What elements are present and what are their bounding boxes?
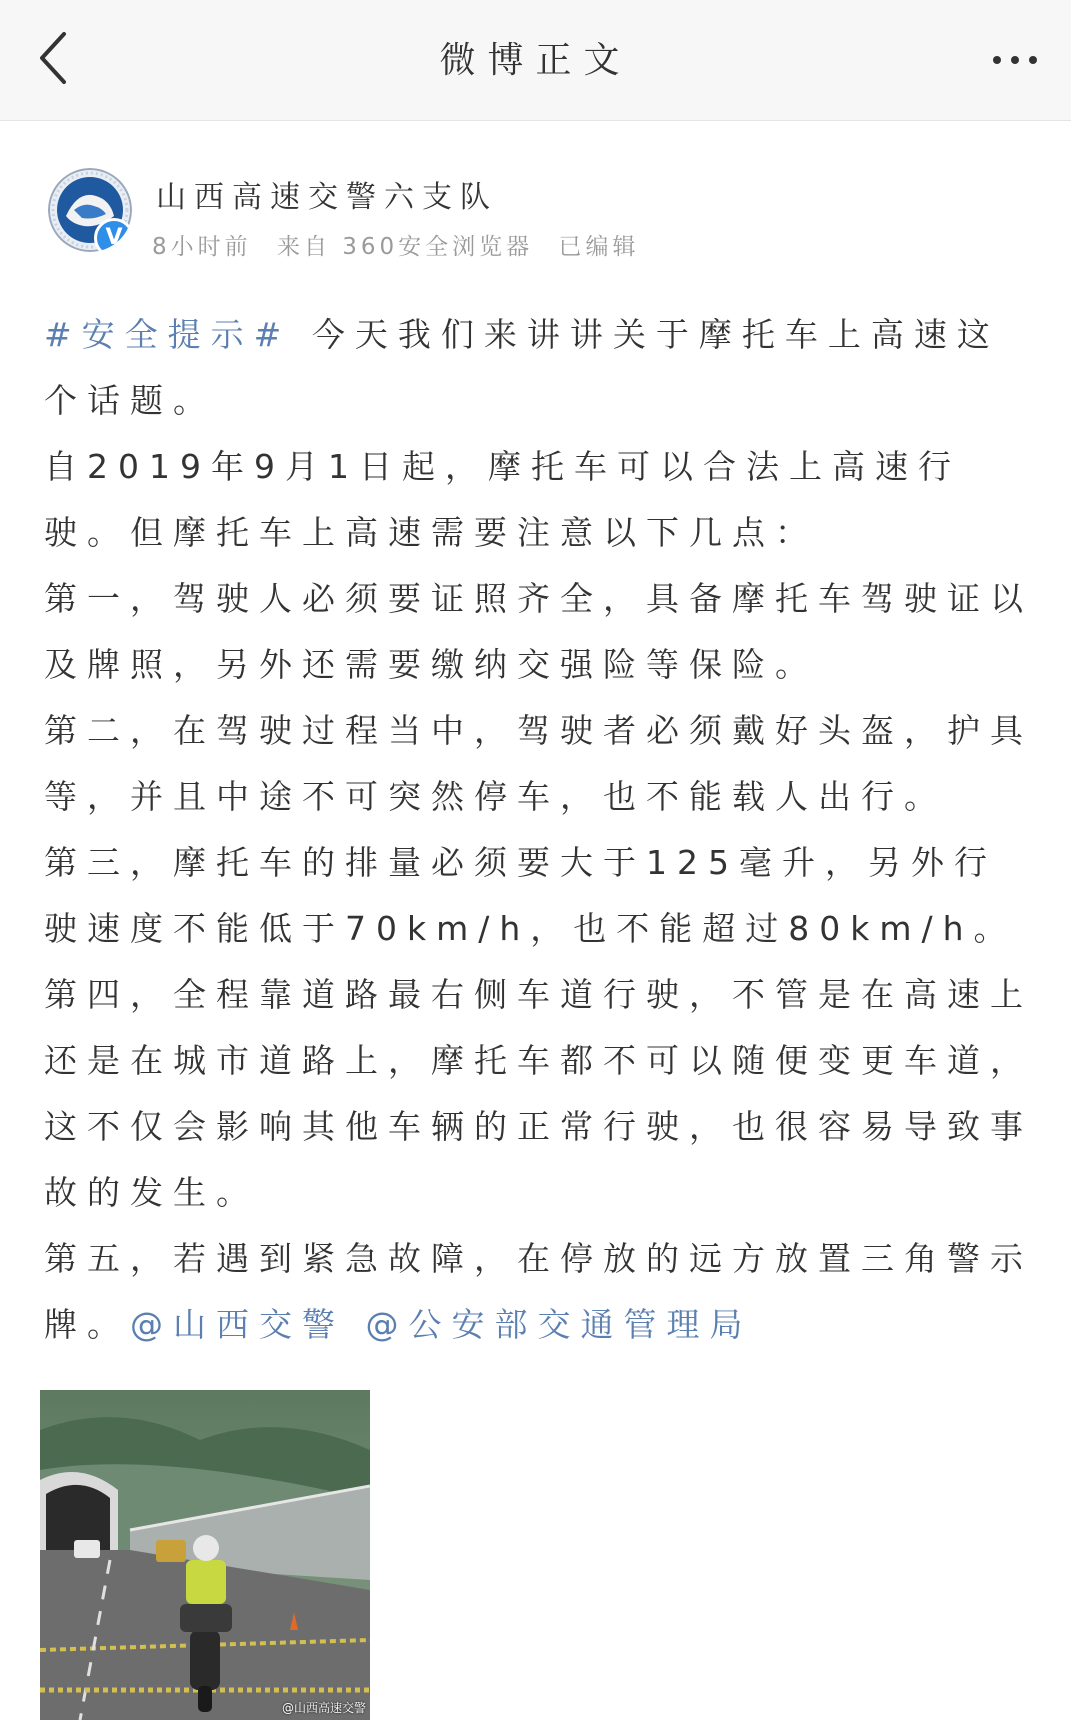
post-paragraph-intro [44, 302, 1034, 434]
post-paragraph-point3: 第三，摩托车的排量必须要大于125毫升，另外行驶速度不能低于70km/h，也不能超过80km/h。 [44, 843, 1017, 948]
point5-text: 第五，若遇到紧急故障，在停放的远方放置三角警示牌。 [44, 1239, 1033, 1344]
author-header [48, 168, 1028, 268]
avatar[interactable] [48, 168, 132, 252]
verified-badge: V [94, 218, 132, 252]
post-text [44, 302, 1034, 1358]
intro-text: 今天我们来讲讲关于摩托车上高速这个话题。 [44, 315, 1000, 420]
mention-shanxi-police[interactable]: @山西交警 [130, 1305, 345, 1344]
post-paragraph-point4: 第四，全程靠道路最右侧车道行驶，不管是在高速上还是在城市道路上，摩托车都不可以随便变更车道，这不仅会影响其他车辆的正常行驶，也很容易导致事故的发生。 [44, 975, 1033, 1212]
post-paragraph-point5 [44, 1226, 1034, 1358]
motorcycle-highway-photo [40, 1390, 370, 1720]
post-paragraph-start: 自2019年9月1日起，摩托车可以合法上高速行驶。但摩托车上高速需要注意以下几点： [44, 447, 961, 552]
page-title: 微博正文 [439, 40, 632, 81]
hashtag-link[interactable]: #安全提示# [44, 315, 292, 354]
image-watermark: @山西高速交警 [281, 1701, 366, 1715]
post-paragraph-point1: 第一，驾驶人必须要证照齐全，具备摩托车驾驶证以及牌照，另外还需要缴纳交强险等保险。 [44, 579, 1033, 684]
post-time: 8小时前 [152, 234, 252, 260]
post-paragraph-point2: 第二，在驾驶过程当中，驾驶者必须戴好头盔，护具等，并且中途不可突然停车，也不能载人出行。 [44, 711, 1033, 816]
more-dots-icon [981, 34, 1051, 86]
top-nav-bar [0, 0, 1071, 121]
post-meta [152, 228, 653, 261]
post-image[interactable] [40, 1390, 370, 1720]
mention-traffic-bureau[interactable]: @公安部交通管理局 [365, 1305, 753, 1344]
edited-label: 已编辑 [558, 234, 640, 260]
more-options-button[interactable] [981, 34, 1051, 86]
post-source: 来自 360安全浏览器 [276, 234, 534, 260]
author-name[interactable]: 山西高速交警六支队 [156, 180, 498, 215]
